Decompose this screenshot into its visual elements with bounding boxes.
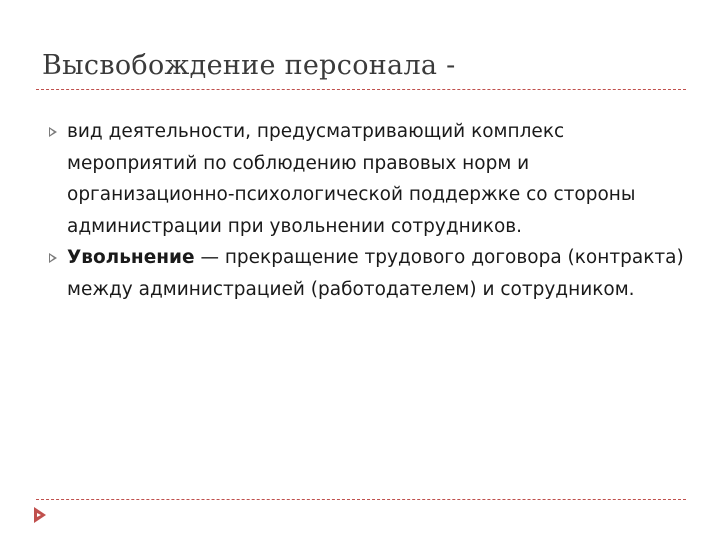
bullet-text: вид деятельности, предусматривающий комплекс мероприятий по соблюдению правовых норм и организационно-психологической поддержке со стороны администрации при увольнении сотрудников.	[67, 121, 636, 237]
triangle-bullet-icon	[49, 127, 57, 137]
bullet-item-definition	[38, 116, 688, 242]
title-divider	[36, 89, 686, 90]
bullet-list	[38, 116, 688, 305]
bullet-term: Увольнение	[67, 247, 195, 268]
slide-title: Высвобождение персонала -	[42, 50, 456, 81]
triangle-bullet-icon	[49, 253, 57, 263]
bullet-text: — прекращение трудового договора (контракта) между администрацией (работодателем) и сотрудником.	[67, 247, 684, 300]
footer-divider	[36, 499, 686, 500]
next-slide-arrow-icon[interactable]	[33, 506, 47, 524]
bullet-item-dismissal	[38, 242, 688, 305]
